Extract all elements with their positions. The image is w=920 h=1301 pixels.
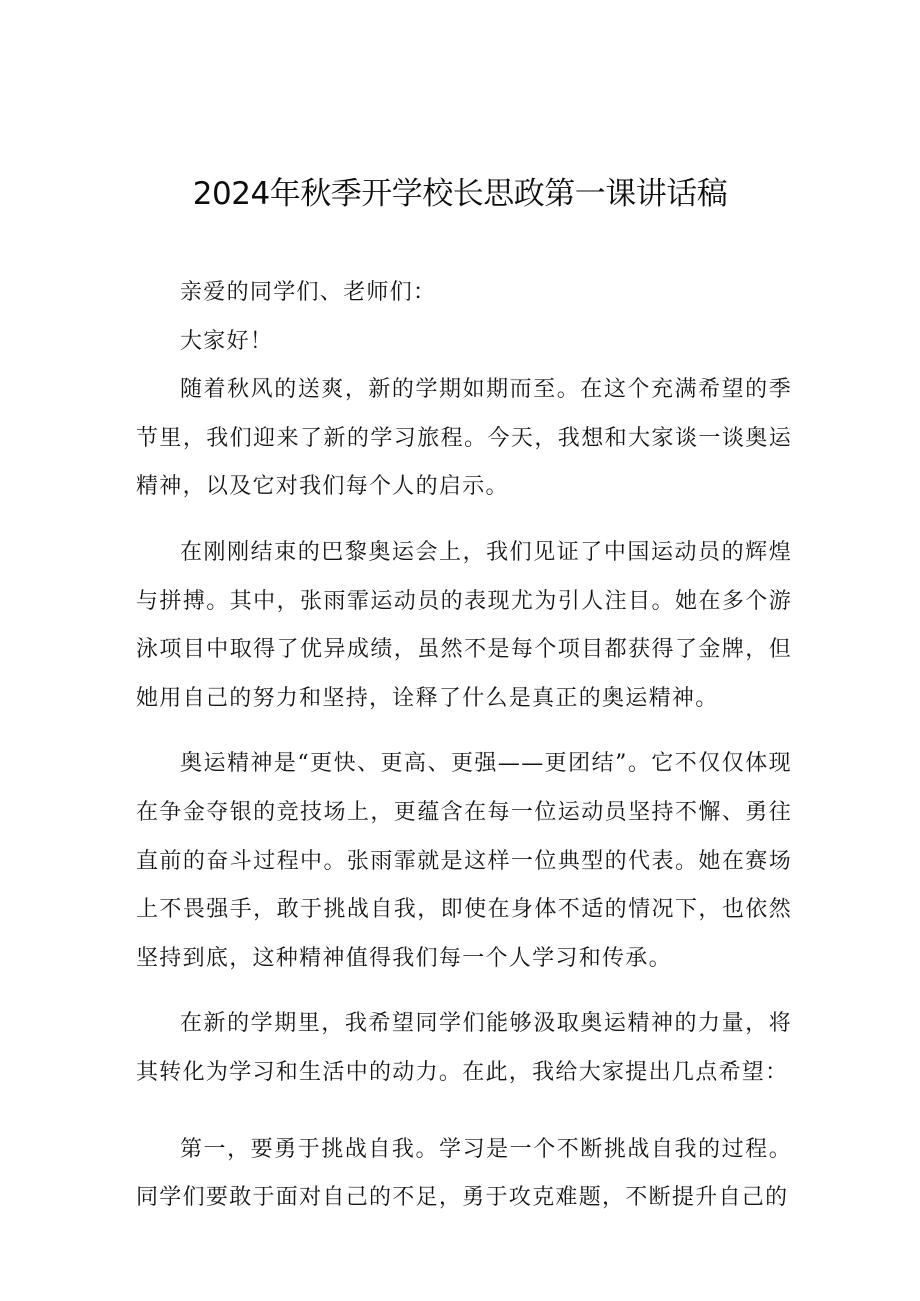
paragraph-greeting: 亲爱的同学们、老师们：: [180, 280, 437, 305]
document-title: 2024年秋季开学校长思政第一课讲话稿: [192, 176, 728, 212]
paragraph-hello: 大家好！: [180, 328, 274, 354]
paragraph-first-point: 第一，要勇于挑战自我。学习是一个不断挑战自我的过程。同学们要敢于面对自己的不足，勇于攻克难题，不断提升自己的: [136, 1136, 792, 1211]
paragraph-intro: 随着秋风的送爽，新的学期如期而至。在这个充满希望的季节里，我们迎来了新的学习旅程。今天，我想和大家谈一谈奥运精神，以及它对我们每个人的启示。: [136, 377, 792, 500]
document-body: [136, 269, 792, 1223]
paragraph-paris-olympics: 在刚刚结束的巴黎奥运会上，我们见证了中国运动员的辉煌与拼搏。其中，张雨霏运动员的表现尤为引人注目。她在多个游泳项目中取得了优异成绩，虽然不是每个项目都获得了金牌，但她用自己的努力和坚持，诠释了什么是真正的奥运精神。: [136, 539, 792, 711]
paragraph-olympic-spirit: 奥运精神是“更快、更高、更强——更团结”。它不仅仅体现在争金夺银的竞技场上，更蕴含在每一位运动员坚持不懈、勇往直前的奋斗过程中。张雨霏就是这样一位典型的代表。她在赛场上不畏强手，敢于挑战自我，即使在身体不适的情况下，也依然坚持到底，这种精神值得我们每一个人学习和传承。: [136, 751, 792, 971]
paragraph-new-semester: 在新的学期里，我希望同学们能够汲取奥运精神的力量，将其转化为学习和生活中的动力。在此，我给大家提出几点希望：: [136, 1011, 792, 1085]
